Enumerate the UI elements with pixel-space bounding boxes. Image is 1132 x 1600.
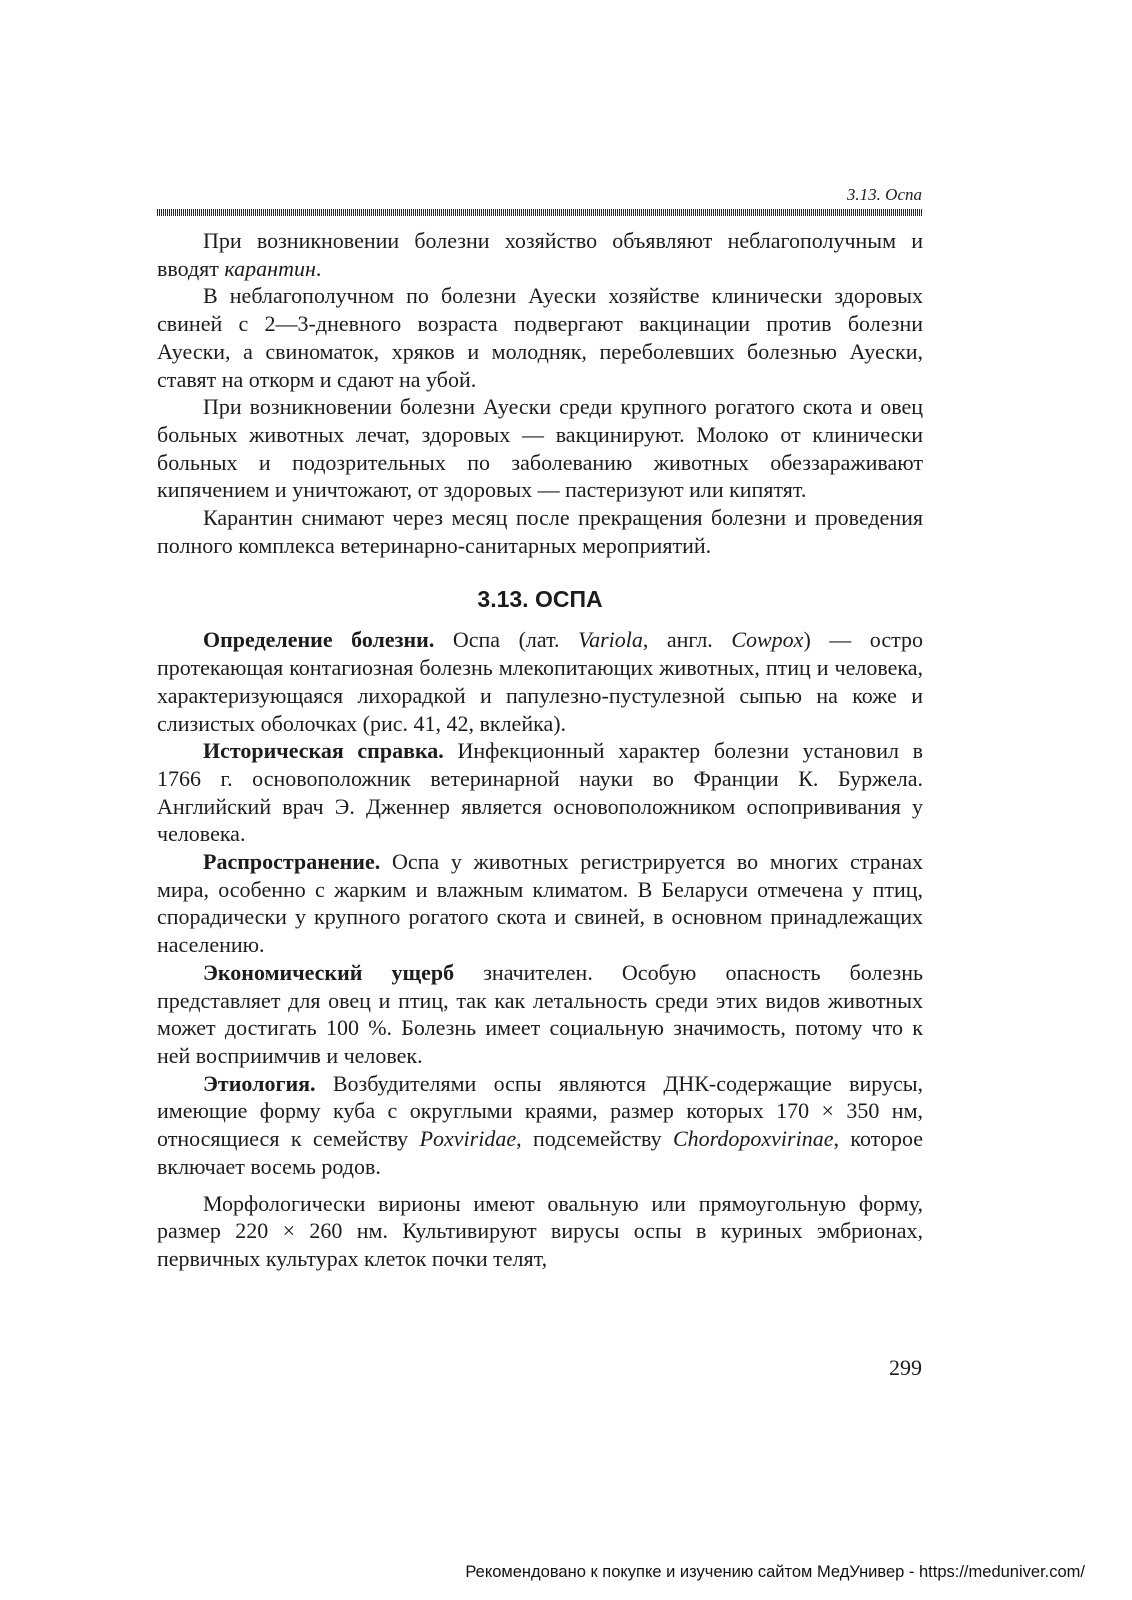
paragraph: Карантин снимают через месяц после прекращения болезни и проведения полного комплекса ветеринарно-санитарных мероприятий.	[157, 505, 923, 558]
page-number: 299	[889, 1355, 922, 1380]
running-head: 3.13. Оспа	[846, 185, 922, 204]
paragraph-lead: Этиология.	[203, 1070, 316, 1096]
paragraph-lead: Историческая справка.	[203, 738, 444, 764]
italic-term: карантин	[224, 255, 316, 281]
header-rule	[157, 209, 923, 216]
etiology-paragraph: Этиология. Возбудителями оспы являются ДНК-содержащие вирусы, имеющие форму куба с округлыми краями, размер которых 170 × 350 нм, относящиеся к семейству Poxviridae, подсемейству Chordopoxvirinae, которое включает восемь родов.	[157, 1070, 924, 1179]
body-text	[157, 227, 923, 1273]
section-title: 3.13. ОСПА	[477, 586, 603, 613]
paragraph: При возникновении болезни хозяйство объявляют неблагополучным и вводят карантин.	[157, 228, 923, 281]
definition-paragraph: Определение болезни. Оспа (лат. Variola, англ. Cowpox) — остро протекающая контагиозная болезнь млекопитающих животных, птиц и человека, характеризующаяся лихорадкой и папулезно-пустулезной сыпью на коже и слизистых оболочках (рис. 41, 42, вклейка).	[157, 627, 923, 736]
paragraph-lead: Определение болезни.	[203, 627, 435, 653]
history-paragraph: Историческая справка. Инфекционный характер болезни установил в 1766 г. основоположник ветеринарной науки во Франции К. Буржела. Английский врач Э. Дженнер является основоположником оспопрививания у человека.	[157, 738, 923, 847]
spread-paragraph: Распространение. Оспа у животных регистрируется во многих странах мира, особенно с жарким и влажным климатом. В Беларуси отмечена у птиц, спорадически у крупного рогатого скота и свиней, в основном принадлежащих населению.	[157, 849, 923, 958]
morphology-paragraph: Морфологически вирионы имеют овальную или прямоугольную форму, размер 220 × 260 нм. Культивируют вирусы оспы в куриных эмбрионах, первичных культурах клеток почки телят,	[157, 1190, 923, 1271]
paragraph: При возникновении болезни Ауески среди крупного рогатого скота и овец больных животных лечат, здоровых — вакцинируют. Молоко от клинически больных и подозрительных по заболеванию животных обеззараживают кипячением и уничтожают, от здоровых — пастеризуют или кипятят.	[157, 394, 923, 503]
footer-recommendation: Рекомендовано к покупке и изучению сайтом МедУнивер - https://meduniver.com/	[465, 1563, 1085, 1581]
damage-paragraph: Экономический ущерб значителен. Особую опасность болезнь представляет для овец и птиц, так как летальность среди этих видов животных может достигать 100 %. Болезнь имеет социальную значимость, потому что к ней восприимчив и человек.	[157, 959, 924, 1068]
paragraph: В неблагополучном по болезни Ауески хозяйстве клинически здоровых свиней с 2—3-дневного возраста подвергают вакцинации против болезни Ауески, а свиноматок, хряков и молодняк, переболевших болезнью Ауески, ставят на откорм и сдают на убой.	[157, 283, 923, 392]
paragraph-lead: Распространение.	[203, 849, 381, 875]
paragraph-lead: Экономический ущерб	[203, 959, 455, 985]
